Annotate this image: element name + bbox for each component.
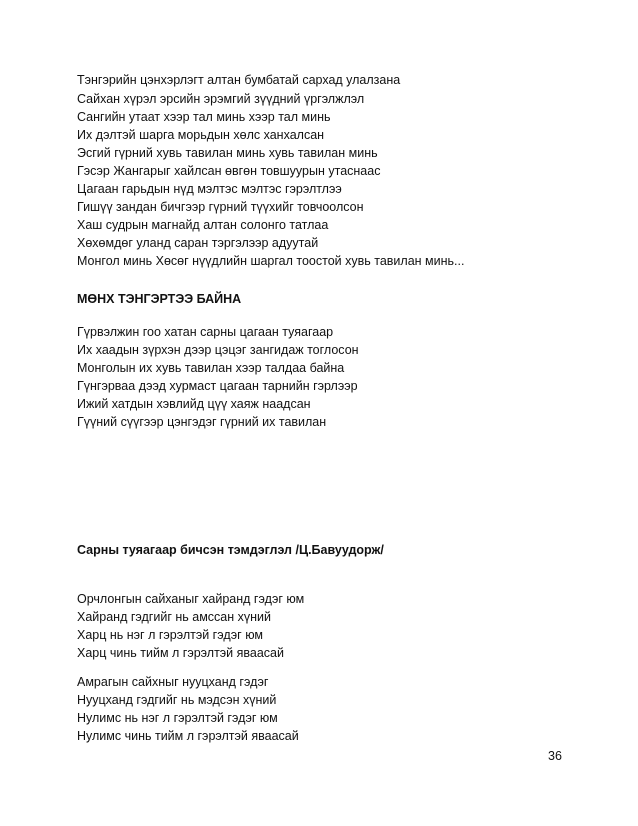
poem-line: Хайранд гэдгийг нь амссан хүний — [77, 610, 271, 624]
poem-line: Нулимс чинь тийм л гэрэлтэй яваасай — [77, 729, 299, 743]
poem-line: Гишүү зандан бичгээр гүрний түүхийг товчоолсон — [77, 200, 364, 214]
poem-line: Гүрвэлжин гоо хатан сарны цагаан туяагаар — [77, 325, 334, 339]
poem-line: Монголын их хувь тавилан хээр талдаа байна — [77, 361, 345, 375]
poem-line: Их хаадын зүрхэн дээр цэцэг зангидаж тоглосон — [77, 343, 359, 357]
poem-line: Хаш судрын магнайд алтан солонго татлаа — [77, 218, 329, 232]
page-number: 36 — [548, 749, 562, 763]
poem-line: Хөхөмдөг уланд саран тэргэлээр адуутай — [77, 236, 319, 250]
poem-line: Амрагын сайхныг нууцханд гэдэг — [77, 675, 269, 689]
poem-line: Нулимс нь нэг л гэрэлтэй гэдэг юм — [77, 711, 278, 725]
poem-line: Харц чинь тийм л гэрэлтэй яваасай — [77, 646, 284, 660]
poem-line: Харц нь нэг л гэрэлтэй гэдэг юм — [77, 628, 264, 642]
poem2-title: МӨНХ ТЭНГЭРТЭЭ БАЙНА — [77, 292, 242, 306]
poem-line: Монгол минь Хөсөг нүүдлийн шаргал тоостой хувь тавилан минь... — [77, 254, 465, 268]
poem-line: Сайхан хүрэл эрсийн эрэмгий зүүдний үргэлжлэл — [77, 92, 365, 106]
poem-line: Цагаан гарьдын нүд мэлтэс мэлтэс гэрэлтлээ — [77, 182, 342, 196]
poem-line: Гүнгэрваа дээд хурмаст цагаан тарнийн гэрлээр — [77, 379, 358, 393]
poem-line: Сангийн утаат хээр тал минь хээр тал минь — [77, 110, 331, 124]
poem-line: Гэсэр Жангарыг хайлсан өвгөн товшуурын утаснаас — [77, 164, 381, 178]
poem-line: Нууцханд гэдгийг нь мэдсэн хүний — [77, 693, 277, 707]
poem-line: Гүүний сүүгээр цэнгэдэг гүрний их тавилан — [77, 415, 327, 429]
poem3-title: Сарны туяагаар бичсэн тэмдэглэл /Ц.Бавуудорж/ — [77, 543, 384, 557]
poem-line: Их дэлтэй шарга морьдын хөлс ханхалсан — [77, 128, 325, 142]
poem-line: Тэнгэрийн цэнхэрлэгт алтан бумбатай сархад улалзана — [77, 73, 401, 87]
poem-line: Ижий хатдын хэвлийд цүү хаяж наадсан — [77, 397, 311, 411]
poem-line: Орчлонгын сайханыг хайранд гэдэг юм — [77, 592, 305, 606]
poem-line: Эсгий гүрний хувь тавилан минь хувь тавилан минь — [77, 146, 378, 160]
